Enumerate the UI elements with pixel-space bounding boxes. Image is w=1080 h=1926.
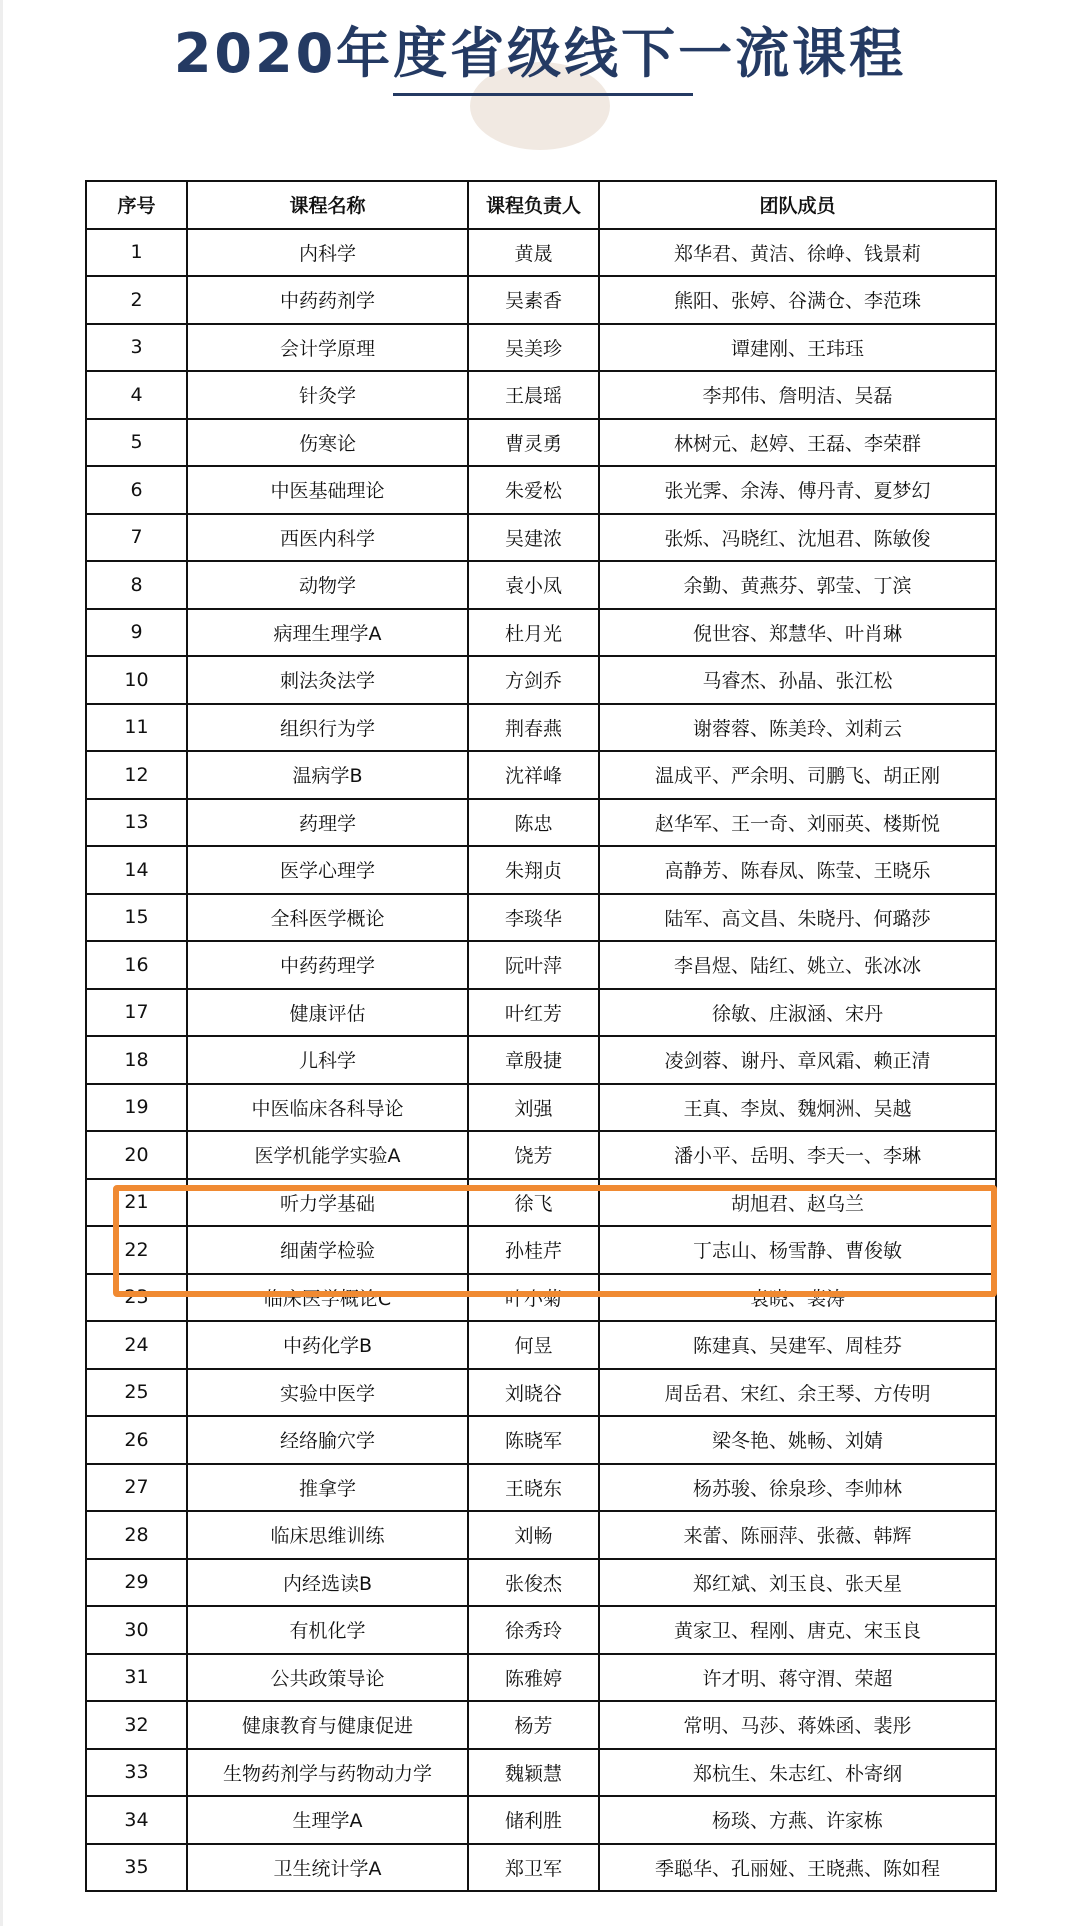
table-row — [86, 989, 996, 1037]
team-members: 凌剑蓉、谢丹、章风霜、赖正清 — [599, 1036, 996, 1084]
row-number: 27 — [86, 1464, 187, 1512]
team-members: 张烁、冯晓红、沈旭君、陈敏俊 — [599, 514, 996, 562]
team-members: 丁志山、杨雪静、曹俊敏 — [599, 1226, 996, 1274]
team-members: 季聪华、孔丽娅、王晓燕、陈如程 — [599, 1844, 996, 1892]
course-lead: 张俊杰 — [468, 1559, 599, 1607]
team-members: 郑红斌、刘玉良、张天星 — [599, 1559, 996, 1607]
table-row — [86, 466, 996, 514]
course-lead: 吴素香 — [468, 276, 599, 324]
table-row — [86, 894, 996, 942]
row-number: 6 — [86, 466, 187, 514]
table-row — [86, 419, 996, 467]
row-number: 32 — [86, 1701, 187, 1749]
row-number: 35 — [86, 1844, 187, 1892]
team-members: 杨苏骏、徐泉珍、李帅林 — [599, 1464, 996, 1512]
team-members: 高静芳、陈春凤、陈莹、王晓乐 — [599, 846, 996, 894]
course-lead: 陈晓军 — [468, 1416, 599, 1464]
team-members: 余勤、黄燕芬、郭莹、丁滨 — [599, 561, 996, 609]
table-row — [86, 324, 996, 372]
course-lead: 方剑乔 — [468, 656, 599, 704]
row-number: 4 — [86, 371, 187, 419]
row-number: 34 — [86, 1796, 187, 1844]
table-row — [86, 1796, 996, 1844]
team-members: 梁冬艳、姚畅、刘婧 — [599, 1416, 996, 1464]
table-row — [86, 1606, 996, 1654]
table-row — [86, 1131, 996, 1179]
course-lead: 沈祥峰 — [468, 751, 599, 799]
course-lead: 储利胜 — [468, 1796, 599, 1844]
team-members: 黄家卫、程刚、唐克、宋玉良 — [599, 1606, 996, 1654]
course-lead: 曹灵勇 — [468, 419, 599, 467]
row-number: 10 — [86, 656, 187, 704]
row-number: 19 — [86, 1084, 187, 1132]
row-number: 17 — [86, 989, 187, 1037]
row-number: 2 — [86, 276, 187, 324]
course-lead: 何昱 — [468, 1321, 599, 1369]
course-name: 经络腧穴学 — [187, 1416, 468, 1464]
row-number: 13 — [86, 799, 187, 847]
team-members: 徐敏、庄淑涵、宋丹 — [599, 989, 996, 1037]
row-number: 9 — [86, 609, 187, 657]
course-lead: 魏颖慧 — [468, 1749, 599, 1797]
team-members: 来蕾、陈丽萍、张薇、韩辉 — [599, 1511, 996, 1559]
course-name: 组织行为学 — [187, 704, 468, 752]
table-row — [86, 941, 996, 989]
course-table — [85, 180, 997, 1892]
course-name: 医学机能学实验A — [187, 1131, 468, 1179]
table-row — [86, 1654, 996, 1702]
course-lead: 朱爱松 — [468, 466, 599, 514]
row-number: 12 — [86, 751, 187, 799]
table-row — [86, 846, 996, 894]
team-members: 倪世容、郑慧华、叶肖琳 — [599, 609, 996, 657]
course-name: 会计学原理 — [187, 324, 468, 372]
table-row — [86, 1084, 996, 1132]
course-lead: 王晓东 — [468, 1464, 599, 1512]
course-name: 推拿学 — [187, 1464, 468, 1512]
table-row — [86, 276, 996, 324]
course-name: 中药药理学 — [187, 941, 468, 989]
header-course-lead: 课程负责人 — [468, 181, 599, 229]
course-name: 病理生理学A — [187, 609, 468, 657]
course-name: 温病学B — [187, 751, 468, 799]
row-number: 23 — [86, 1274, 187, 1322]
team-members: 王真、李岚、魏炯洲、吴越 — [599, 1084, 996, 1132]
course-name: 实验中医学 — [187, 1369, 468, 1417]
course-name: 药理学 — [187, 799, 468, 847]
row-number: 18 — [86, 1036, 187, 1084]
table-row — [86, 704, 996, 752]
row-number: 21 — [86, 1179, 187, 1227]
row-number: 15 — [86, 894, 187, 942]
page-edge — [0, 0, 3, 1926]
course-lead: 吴建浓 — [468, 514, 599, 562]
highlight-box — [113, 1185, 997, 1297]
table-row — [86, 1844, 996, 1892]
table-row — [86, 1416, 996, 1464]
course-lead: 刘畅 — [468, 1511, 599, 1559]
header-number: 序号 — [86, 181, 187, 229]
course-name: 针灸学 — [187, 371, 468, 419]
course-name: 公共政策导论 — [187, 1654, 468, 1702]
header-team-members: 团队成员 — [599, 181, 996, 229]
team-members: 袁晓、裴涛 — [599, 1274, 996, 1322]
course-name: 中药药剂学 — [187, 276, 468, 324]
course-lead: 杜月光 — [468, 609, 599, 657]
team-members: 李邦伟、詹明洁、吴磊 — [599, 371, 996, 419]
team-members: 许才明、蒋守渭、荣超 — [599, 1654, 996, 1702]
team-members: 林树元、赵婷、王磊、李荣群 — [599, 419, 996, 467]
course-lead: 阮叶萍 — [468, 941, 599, 989]
course-name: 卫生统计学A — [187, 1844, 468, 1892]
course-name: 生理学A — [187, 1796, 468, 1844]
course-name: 医学心理学 — [187, 846, 468, 894]
row-number: 31 — [86, 1654, 187, 1702]
team-members: 李昌煜、陆红、姚立、张冰冰 — [599, 941, 996, 989]
row-number: 25 — [86, 1369, 187, 1417]
course-name: 健康评估 — [187, 989, 468, 1037]
table-row — [86, 371, 996, 419]
team-members: 常明、马莎、蒋姝函、裴彤 — [599, 1701, 996, 1749]
course-name: 临床思维训练 — [187, 1511, 468, 1559]
header-course-name: 课程名称 — [187, 181, 468, 229]
row-number: 22 — [86, 1226, 187, 1274]
table-row — [86, 656, 996, 704]
team-members: 胡旭君、赵乌兰 — [599, 1179, 996, 1227]
team-members: 谢蓉蓉、陈美玲、刘莉云 — [599, 704, 996, 752]
row-number: 11 — [86, 704, 187, 752]
table-row — [86, 1701, 996, 1749]
table-row — [86, 1749, 996, 1797]
team-members: 周岳君、宋红、余王琴、方传明 — [599, 1369, 996, 1417]
row-number: 8 — [86, 561, 187, 609]
course-name: 儿科学 — [187, 1036, 468, 1084]
table-row — [86, 1464, 996, 1512]
row-number: 14 — [86, 846, 187, 894]
row-number: 16 — [86, 941, 187, 989]
course-lead: 叶小菊 — [468, 1274, 599, 1322]
team-members: 陆军、高文昌、朱晓丹、何璐莎 — [599, 894, 996, 942]
team-members: 郑杭生、朱志红、朴寄纲 — [599, 1749, 996, 1797]
row-number: 24 — [86, 1321, 187, 1369]
course-name: 全科医学概论 — [187, 894, 468, 942]
row-number: 29 — [86, 1559, 187, 1607]
course-name: 有机化学 — [187, 1606, 468, 1654]
table-row — [86, 1559, 996, 1607]
course-lead: 刘晓谷 — [468, 1369, 599, 1417]
table-row — [86, 514, 996, 562]
course-lead: 孙桂芹 — [468, 1226, 599, 1274]
course-lead: 陈雅婷 — [468, 1654, 599, 1702]
table-row — [86, 799, 996, 847]
course-name: 中药化学B — [187, 1321, 468, 1369]
row-number: 30 — [86, 1606, 187, 1654]
table-row — [86, 1321, 996, 1369]
team-members: 郑华君、黄洁、徐峥、钱景莉 — [599, 229, 996, 277]
table-row — [86, 1036, 996, 1084]
page-title: 2020年度省级线下一流课程 — [173, 22, 907, 85]
course-lead: 叶红芳 — [468, 989, 599, 1037]
row-number: 1 — [86, 229, 187, 277]
course-lead: 郑卫军 — [468, 1844, 599, 1892]
team-members: 潘小平、岳明、李天一、李琳 — [599, 1131, 996, 1179]
course-name: 生物药剂学与药物动力学 — [187, 1749, 468, 1797]
team-members: 陈建真、吴建军、周桂芬 — [599, 1321, 996, 1369]
table-row — [86, 609, 996, 657]
team-members: 熊阳、张婷、谷满仓、李范珠 — [599, 276, 996, 324]
row-number: 26 — [86, 1416, 187, 1464]
row-number: 7 — [86, 514, 187, 562]
row-number: 28 — [86, 1511, 187, 1559]
course-name: 中医临床各科导论 — [187, 1084, 468, 1132]
team-members: 谭建刚、王玮珏 — [599, 324, 996, 372]
course-name: 动物学 — [187, 561, 468, 609]
course-lead: 吴美珍 — [468, 324, 599, 372]
course-lead: 陈忠 — [468, 799, 599, 847]
course-lead: 徐秀玲 — [468, 1606, 599, 1654]
course-lead: 章殷捷 — [468, 1036, 599, 1084]
title-underline — [393, 93, 693, 96]
course-name: 中医基础理论 — [187, 466, 468, 514]
course-lead: 朱翔贞 — [468, 846, 599, 894]
row-number: 33 — [86, 1749, 187, 1797]
table-row — [86, 1369, 996, 1417]
course-lead: 杨芳 — [468, 1701, 599, 1749]
course-name: 西医内科学 — [187, 514, 468, 562]
course-name: 内科学 — [187, 229, 468, 277]
table-row — [86, 1511, 996, 1559]
course-lead: 王晨瑶 — [468, 371, 599, 419]
course-lead: 徐飞 — [468, 1179, 599, 1227]
course-lead: 黄晟 — [468, 229, 599, 277]
table-header-row — [86, 181, 996, 229]
row-number: 3 — [86, 324, 187, 372]
team-members: 马睿杰、孙晶、张江松 — [599, 656, 996, 704]
course-lead: 荆春燕 — [468, 704, 599, 752]
team-members: 赵华军、王一奇、刘丽英、楼斯悦 — [599, 799, 996, 847]
row-number: 20 — [86, 1131, 187, 1179]
course-name: 细菌学检验 — [187, 1226, 468, 1274]
row-number: 5 — [86, 419, 187, 467]
course-name: 内经选读B — [187, 1559, 468, 1607]
table-row — [86, 561, 996, 609]
course-name: 健康教育与健康促进 — [187, 1701, 468, 1749]
table-row — [86, 751, 996, 799]
course-name: 听力学基础 — [187, 1179, 468, 1227]
team-members: 温成平、严余明、司鹏飞、胡正刚 — [599, 751, 996, 799]
course-name: 伤寒论 — [187, 419, 468, 467]
course-name: 临床医学概论C — [187, 1274, 468, 1322]
team-members: 杨琰、方燕、许家栋 — [599, 1796, 996, 1844]
table-row — [86, 229, 996, 277]
course-lead: 李琰华 — [468, 894, 599, 942]
course-lead: 饶芳 — [468, 1131, 599, 1179]
course-lead: 刘强 — [468, 1084, 599, 1132]
course-name: 刺法灸法学 — [187, 656, 468, 704]
team-members: 张光霁、余涛、傅丹青、夏梦幻 — [599, 466, 996, 514]
course-lead: 袁小凤 — [468, 561, 599, 609]
